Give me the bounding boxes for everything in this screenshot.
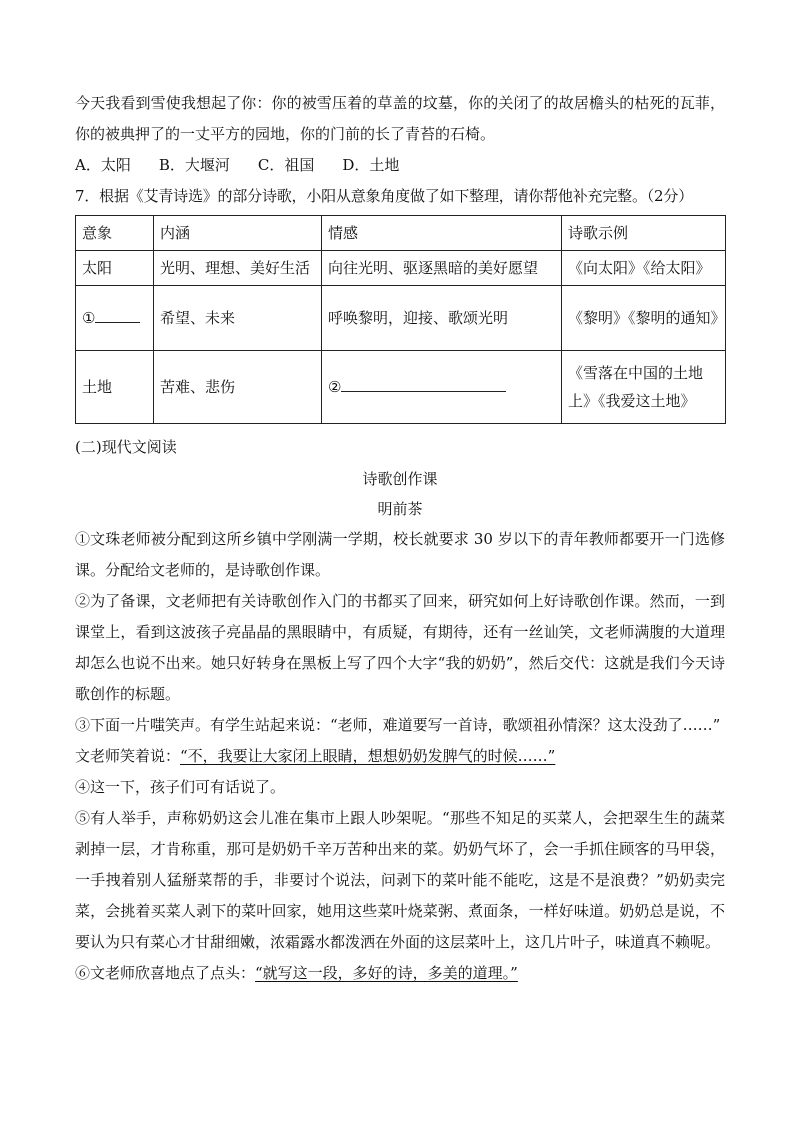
cell-meaning: 光明、理想、美好生活 bbox=[154, 251, 322, 286]
cell-examples: 《向太阳》《给太阳》 bbox=[562, 251, 726, 286]
cell-meaning: 苦难、悲伤 bbox=[154, 351, 322, 424]
intro-paragraph: 今天我看到雪使我想起了你：你的被雪压着的草盖的坟墓，你的关闭了的故居檐头的枯死的瓦菲，你的被典押了的一丈平方的园地，你的门前的长了青苔的石椅。 bbox=[75, 94, 725, 143]
cell-meaning: 希望、未来 bbox=[154, 286, 322, 351]
cell-imagery-blank[interactable] bbox=[76, 286, 154, 351]
cell-examples: 《黎明》《黎明的通知》 bbox=[562, 286, 726, 351]
article-paragraph-5: ⑤有人举手，声称奶奶这会儿准在集市上跟人吵架呢。“那些不知足的买菜人，会把翠生生的蔬菜剥掉一层，才肯称重，那可是奶奶千辛万苦种出来的菜。奶奶气坏了，会一手抓住顾客的马甲袋，一手拽着别人猛掰菜帮的手，非要讨个说法，问剥下的菜叶能不能吃，这是不是浪费？”奶奶卖完菜，会挑着买菜人剥下的菜叶回家，她用这些菜叶烧菜粥、煮面条，一样好味道。奶奶总是说，不要认为只有菜心才甘甜细嫩，浓霜露水都泼洒在外面的这层菜叶上，这几片叶子，味道真不赖呢。 bbox=[75, 809, 725, 951]
quote-prefix: 文老师笑着说： bbox=[75, 747, 181, 765]
cell-emotion: 向往光明、驱逐黑暗的美好愿望 bbox=[322, 251, 562, 286]
option-c[interactable]: C．祖国 bbox=[257, 156, 315, 174]
underlined-quote: “就写这一段，多好的诗，多美的道理。” bbox=[255, 964, 518, 982]
header-examples: 诗歌示例 bbox=[562, 216, 726, 251]
table-row bbox=[76, 286, 726, 351]
quote-prefix: ⑥文老师欣喜地点了点头： bbox=[75, 964, 256, 982]
table-header-row bbox=[76, 216, 726, 251]
article-paragraph-2: ②为了备课，文老师把有关诗歌创作入门的书都买了回来，研究如何上好诗歌创作课。然而，一到课堂上，看到这波孩子亮晶晶的黑眼睛中，有质疑，有期待，还有一丝讪笑，文老师满腹的大道理却怎么也说不出来。她只好转身在黑板上写了四个大字“我的奶奶”，然后交代：这就是我们今天诗歌创作的标题。 bbox=[75, 592, 725, 703]
option-b[interactable]: B．大堰河 bbox=[158, 156, 230, 174]
cell-emotion: 呼唤黎明，迎接、歌颂光明 bbox=[322, 286, 562, 351]
article-paragraph-4: ④这一下，孩子们可有话说了。 bbox=[75, 778, 286, 796]
imagery-table bbox=[75, 215, 726, 424]
table-row bbox=[76, 351, 726, 424]
option-d[interactable]: D．土地 bbox=[342, 156, 400, 174]
blank-marker-2: ② bbox=[328, 378, 342, 396]
cell-emotion-blank[interactable] bbox=[322, 351, 562, 424]
option-a[interactable]: A．太阳 bbox=[75, 156, 131, 174]
section-heading: (二)现代文阅读 bbox=[75, 438, 177, 456]
underlined-quote: “不，我要让大家闭上眼睛，想想奶奶发脾气的时候……” bbox=[180, 747, 556, 765]
article-paragraph-1: ①文珠老师被分配到这所乡镇中学刚满一学期，校长就要求 30 岁以下的青年教师都要开一门选修课。分配给文老师的，是诗歌创作课。 bbox=[75, 530, 725, 579]
exam-page bbox=[75, 88, 725, 989]
cell-examples: 《雪落在中国的土地上》《我爱这土地》 bbox=[562, 351, 726, 424]
article-paragraph-3: ③下面一片嗤笑声。有学生站起来说：“老师，难道要写一首诗，歌颂祖孙情深？这太没劲了……” bbox=[75, 716, 721, 734]
header-meaning: 内涵 bbox=[154, 216, 322, 251]
cell-imagery: 土地 bbox=[76, 351, 154, 424]
header-imagery: 意象 bbox=[76, 216, 154, 251]
header-emotion: 情感 bbox=[322, 216, 562, 251]
blank-marker-1: ① bbox=[82, 309, 96, 327]
answer-options bbox=[75, 150, 725, 181]
question-7: 7．根据《艾青诗选》的部分诗歌，小阳从意象角度做了如下整理，请你帮他补充完整。（2分） bbox=[75, 187, 693, 205]
article-author: 明前茶 bbox=[377, 500, 423, 518]
article-title: 诗歌创作课 bbox=[362, 470, 438, 488]
answer-blank-1[interactable] bbox=[95, 306, 140, 323]
article-paragraph-6 bbox=[75, 958, 725, 989]
cell-imagery: 太阳 bbox=[76, 251, 154, 286]
table-row bbox=[76, 251, 726, 286]
answer-blank-2[interactable] bbox=[341, 375, 506, 392]
article-paragraph-3-continued bbox=[75, 741, 725, 772]
